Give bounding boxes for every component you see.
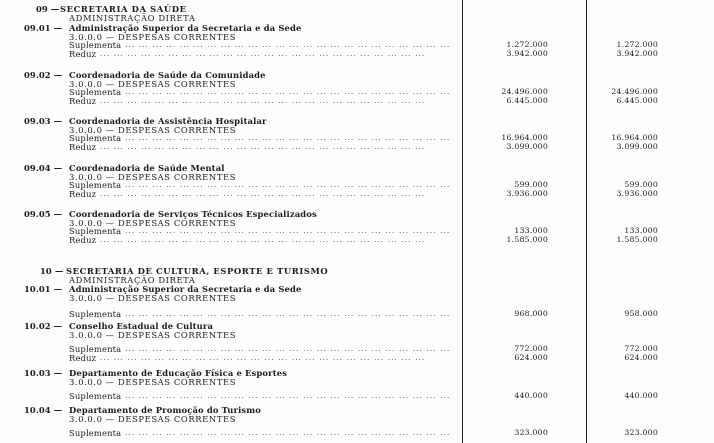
unit-09-02 [0, 71, 714, 105]
unit-code: 10.02 — [24, 321, 63, 331]
unit-name: Coordenadoria de Serviços Técnicos Especializados [69, 209, 317, 219]
unit-name: Departamento de Promoção do Turismo [69, 405, 262, 415]
table-row [0, 41, 714, 50]
leader-dots: ... ... ... ... ... ... ... ... ... ... ... ... ... ... ... ... ... ... ... ... ... ... ... ... [125, 227, 451, 236]
leader-dots: ... ... ... ... ... ... ... ... ... ... ... ... ... ... ... ... ... ... ... ... ... ... ... ... [100, 96, 426, 105]
value-col-1: 6.445.000 [506, 95, 548, 105]
table-row [0, 143, 714, 152]
leader-dots: ... ... ... ... ... ... ... ... ... ... ... ... ... ... ... ... ... ... ... ... ... ... ... ... [125, 345, 451, 354]
table-row [0, 310, 714, 319]
value-col-2: 624.000 [624, 352, 658, 362]
row-label: Suplementa [69, 344, 122, 355]
value-col-2: 3.099.000 [616, 141, 658, 151]
unit-code: 09.03 — [24, 116, 63, 126]
section-10 [0, 267, 714, 284]
row-label: Suplementa [69, 391, 122, 402]
unit-group: 3.0.0.0 — DESPESAS CORRENTES [69, 78, 237, 89]
unit-name: Conselho Estadual de Cultura [69, 321, 214, 331]
value-col-1: 772.000 [514, 344, 548, 354]
row-label: Suplementa [69, 40, 122, 51]
leader-dots: ... ... ... ... ... ... ... ... ... ... ... ... ... ... ... ... ... ... ... ... ... ... ... ... [100, 142, 426, 151]
table-row [0, 97, 714, 106]
value-col-1: 624.000 [514, 352, 548, 362]
value-col-2: 772.000 [624, 344, 658, 354]
unit-name: Administração Superior da Secretaria e da Sede [69, 23, 302, 33]
unit-code: 09.02 — [24, 70, 63, 80]
unit-name: Administração Superior da Secretaria e da Sede [69, 284, 302, 294]
unit-code: 10.04 — [24, 405, 63, 415]
value-col-1: 323.000 [514, 428, 548, 438]
unit-10-04 [0, 406, 714, 438]
unit-code: 09.04 — [24, 163, 63, 173]
unit-09-04 [0, 164, 714, 198]
row-label: Reduz [69, 95, 97, 106]
table-row [0, 354, 714, 363]
table-row [0, 227, 714, 236]
row-label: Suplementa [69, 428, 122, 439]
row-label: Suplementa [69, 180, 122, 191]
table-row [0, 134, 714, 143]
unit-10-01 [0, 285, 714, 319]
value-col-1: 1.272.000 [506, 40, 548, 50]
table-row [0, 429, 714, 438]
value-col-2: 6.445.000 [616, 95, 658, 105]
unit-group: 3.0.0.0 — DESPESAS CORRENTES [69, 413, 237, 424]
value-col-2: 1.272.000 [616, 40, 658, 50]
section-code: 10 — [40, 266, 64, 276]
table-row [0, 50, 714, 59]
value-col-1: 1.585.000 [506, 234, 548, 244]
value-col-2: 1.585.000 [616, 234, 658, 244]
unit-name: Coordenadoria de Saúde Mental [69, 163, 225, 173]
value-col-2: 16.964.000 [611, 133, 658, 143]
unit-group: 3.0.0.0 — DESPESAS CORRENTES [69, 217, 237, 228]
value-col-1: 16.964.000 [501, 133, 548, 143]
leader-dots: ... ... ... ... ... ... ... ... ... ... ... ... ... ... ... ... ... ... ... ... ... ... ... ... [125, 310, 451, 319]
unit-code: 10.03 — [24, 368, 63, 378]
leader-dots: ... ... ... ... ... ... ... ... ... ... ... ... ... ... ... ... ... ... ... ... ... ... ... ... [125, 429, 451, 438]
unit-group: 3.0.0.0 — DESPESAS CORRENTES [69, 31, 237, 42]
leader-dots: ... ... ... ... ... ... ... ... ... ... ... ... ... ... ... ... ... ... ... ... ... ... ... ... [125, 181, 451, 190]
unit-code: 09.05 — [24, 209, 63, 219]
row-label: Suplementa [69, 133, 122, 144]
unit-group: 3.0.0.0 — DESPESAS CORRENTES [69, 292, 237, 303]
unit-09-05 [0, 210, 714, 244]
value-col-1: 3.099.000 [506, 141, 548, 151]
section-code: 09 — [36, 4, 60, 14]
value-col-1: 133.000 [514, 226, 548, 236]
unit-group: 3.0.0.0 — DESPESAS CORRENTES [69, 329, 237, 340]
row-label: Suplementa [69, 87, 122, 98]
row-label: Reduz [69, 141, 97, 152]
row-label: Suplementa [69, 309, 122, 320]
table-row [0, 236, 714, 245]
section-title: SECRETARIA DA SAÚDE [60, 4, 187, 14]
row-label: Suplementa [69, 226, 122, 237]
unit-group: 3.0.0.0 — DESPESAS CORRENTES [69, 171, 237, 182]
leader-dots: ... ... ... ... ... ... ... ... ... ... ... ... ... ... ... ... ... ... ... ... ... ... ... ... [100, 49, 426, 58]
table-row [0, 392, 714, 401]
unit-09-01 [0, 24, 714, 58]
table-row [0, 88, 714, 97]
row-label: Reduz [69, 234, 97, 245]
unit-name: Coordenadoria de Saúde da Comunidade [69, 70, 266, 80]
unit-10-02 [0, 322, 714, 362]
value-col-2: 599.000 [624, 180, 658, 190]
value-col-1: 3.942.000 [506, 48, 548, 58]
leader-dots: ... ... ... ... ... ... ... ... ... ... ... ... ... ... ... ... ... ... ... ... ... ... ... ... [100, 353, 426, 362]
unit-09-03 [0, 117, 714, 151]
unit-group: 3.0.0.0 — DESPESAS CORRENTES [69, 376, 237, 387]
section-subtitle: ADMINISTRAÇÃO DIRETA [69, 274, 196, 285]
section-title: SECRETARIA DE CULTURA, ESPORTE E TURISMO [66, 266, 329, 276]
table-row [0, 190, 714, 199]
leader-dots: ... ... ... ... ... ... ... ... ... ... ... ... ... ... ... ... ... ... ... ... ... ... ... ... [125, 88, 451, 97]
table-row [0, 181, 714, 190]
unit-group: 3.0.0.0 — DESPESAS CORRENTES [69, 124, 237, 135]
section-subtitle: ADMINISTRAÇÃO DIRETA [69, 12, 196, 23]
unit-code: 09.01 — [24, 23, 63, 33]
row-label: Reduz [69, 188, 97, 199]
value-col-2: 958.000 [624, 309, 658, 319]
value-col-2: 323.000 [624, 428, 658, 438]
value-col-2: 440.000 [624, 391, 658, 401]
table-row [0, 345, 714, 354]
value-col-2: 133.000 [624, 226, 658, 236]
value-col-2: 3.936.000 [616, 188, 658, 198]
unit-10-03 [0, 369, 714, 401]
value-col-1: 24.496.000 [501, 87, 548, 97]
value-col-1: 599.000 [514, 180, 548, 190]
unit-code: 10.01 — [24, 284, 63, 294]
row-label: Reduz [69, 48, 97, 59]
leader-dots: ... ... ... ... ... ... ... ... ... ... ... ... ... ... ... ... ... ... ... ... ... ... ... ... [100, 235, 426, 244]
unit-name: Coordenadoria de Assistência Hospitalar [69, 116, 267, 126]
leader-dots: ... ... ... ... ... ... ... ... ... ... ... ... ... ... ... ... ... ... ... ... ... ... ... ... [100, 189, 426, 198]
leader-dots: ... ... ... ... ... ... ... ... ... ... ... ... ... ... ... ... ... ... ... ... ... ... ... ... [125, 41, 451, 50]
value-col-1: 3.936.000 [506, 188, 548, 198]
section-09 [0, 5, 714, 22]
value-col-1: 968.000 [514, 309, 548, 319]
value-col-2: 3.942.000 [616, 48, 658, 58]
row-label: Reduz [69, 352, 97, 363]
value-col-1: 440.000 [514, 391, 548, 401]
leader-dots: ... ... ... ... ... ... ... ... ... ... ... ... ... ... ... ... ... ... ... ... ... ... ... ... [125, 134, 451, 143]
unit-name: Departamento de Educação Física e Esportes [69, 368, 288, 378]
leader-dots: ... ... ... ... ... ... ... ... ... ... ... ... ... ... ... ... ... ... ... ... ... ... ... ... [125, 392, 451, 401]
value-col-2: 24.496.000 [611, 87, 658, 97]
